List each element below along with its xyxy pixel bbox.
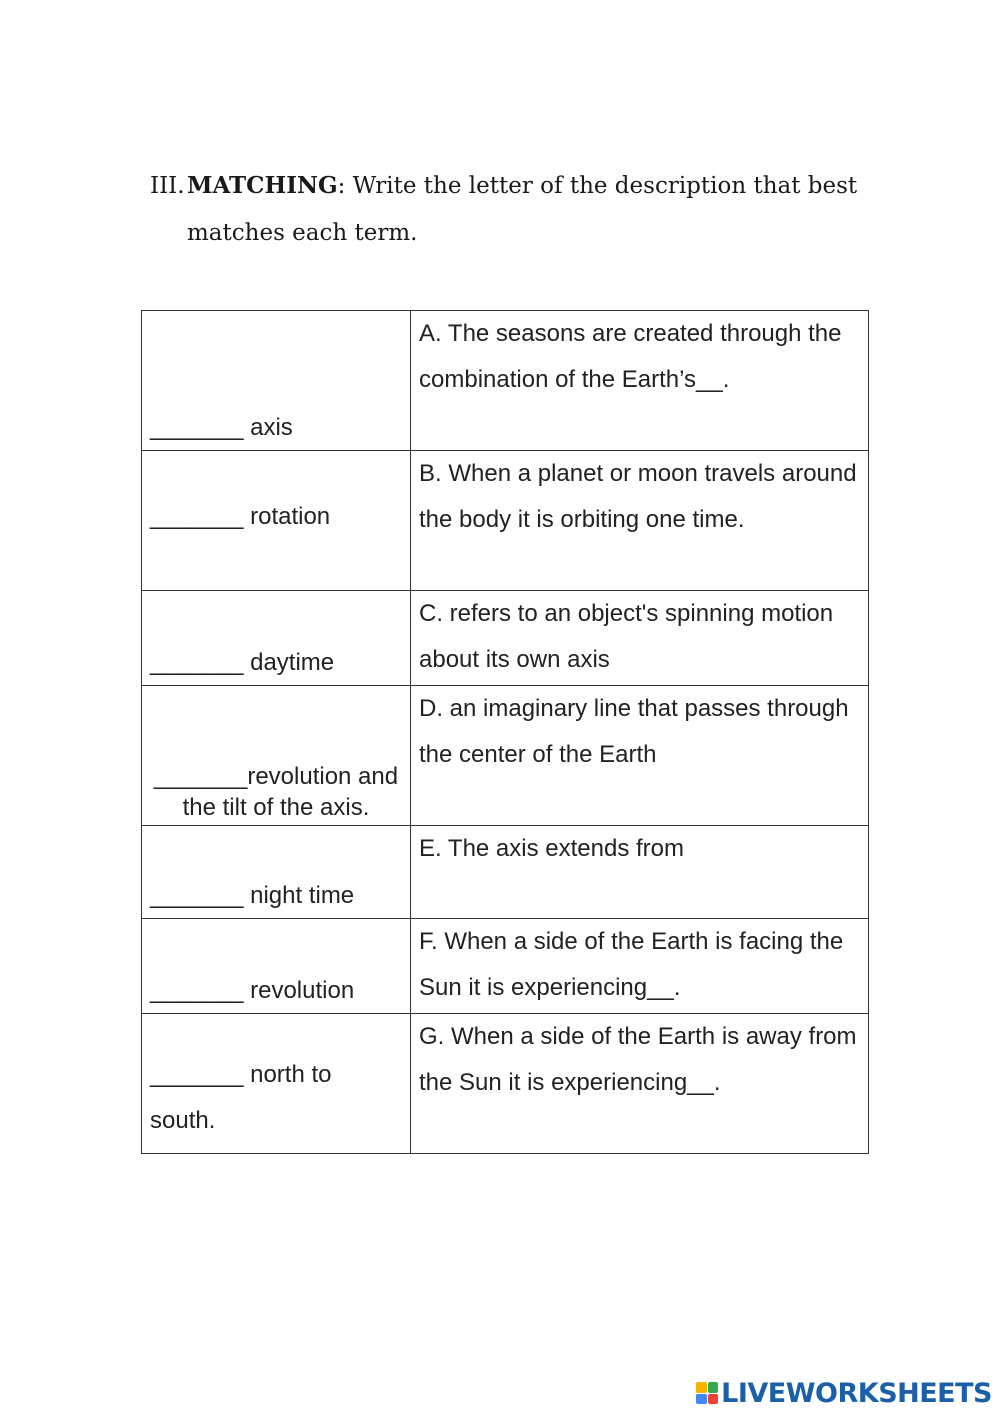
table-row bbox=[142, 919, 869, 1014]
instructions-text: : Write the letter of the description that best bbox=[337, 173, 858, 199]
term-cell[interactable]: _______ rotation bbox=[142, 451, 411, 591]
section-numeral: III. bbox=[150, 173, 185, 199]
logo-square bbox=[708, 1382, 719, 1393]
description-cell: B. When a planet or moon travels around the body it is orbiting one time. bbox=[411, 451, 869, 591]
logo-text: LIVEWORKSHEETS bbox=[721, 1377, 992, 1409]
table-row bbox=[142, 686, 869, 826]
table-row bbox=[142, 311, 869, 451]
description-cell: C. refers to an object's spinning motion about its own axis bbox=[411, 591, 869, 686]
logo-square bbox=[708, 1394, 719, 1405]
term-cell[interactable]: _______ revolution bbox=[142, 919, 411, 1014]
description-cell: F. When a side of the Earth is facing the Sun it is experiencing__. bbox=[411, 919, 869, 1014]
term-cell[interactable]: _______revolution and the tilt of the axis. bbox=[142, 686, 411, 826]
instructions bbox=[150, 162, 870, 257]
logo-square bbox=[696, 1382, 707, 1393]
term-cell[interactable]: _______ north to south. bbox=[142, 1014, 411, 1154]
liveworksheets-logo-icon bbox=[696, 1382, 718, 1404]
liveworksheets-logo bbox=[696, 1378, 992, 1408]
logo-square bbox=[696, 1394, 707, 1405]
table-row bbox=[142, 826, 869, 919]
matching-table bbox=[141, 310, 869, 1154]
description-cell: D. an imaginary line that passes through the center of the Earth bbox=[411, 686, 869, 826]
term-cell[interactable]: _______ axis bbox=[142, 311, 411, 451]
description-cell: E. The axis extends from bbox=[411, 826, 869, 919]
instructions-line-1 bbox=[150, 162, 870, 210]
description-cell: G. When a side of the Earth is away from the Sun it is experiencing__. bbox=[411, 1014, 869, 1154]
term-cell[interactable]: _______ night time bbox=[142, 826, 411, 919]
table-row bbox=[142, 591, 869, 686]
instructions-line-2: matches each term. bbox=[187, 220, 418, 246]
section-heading: MATCHING bbox=[187, 172, 338, 199]
table-row bbox=[142, 451, 869, 591]
table-row bbox=[142, 1014, 869, 1154]
description-cell: A. The seasons are created through the combination of the Earth’s__. bbox=[411, 311, 869, 451]
term-cell[interactable]: _______ daytime bbox=[142, 591, 411, 686]
